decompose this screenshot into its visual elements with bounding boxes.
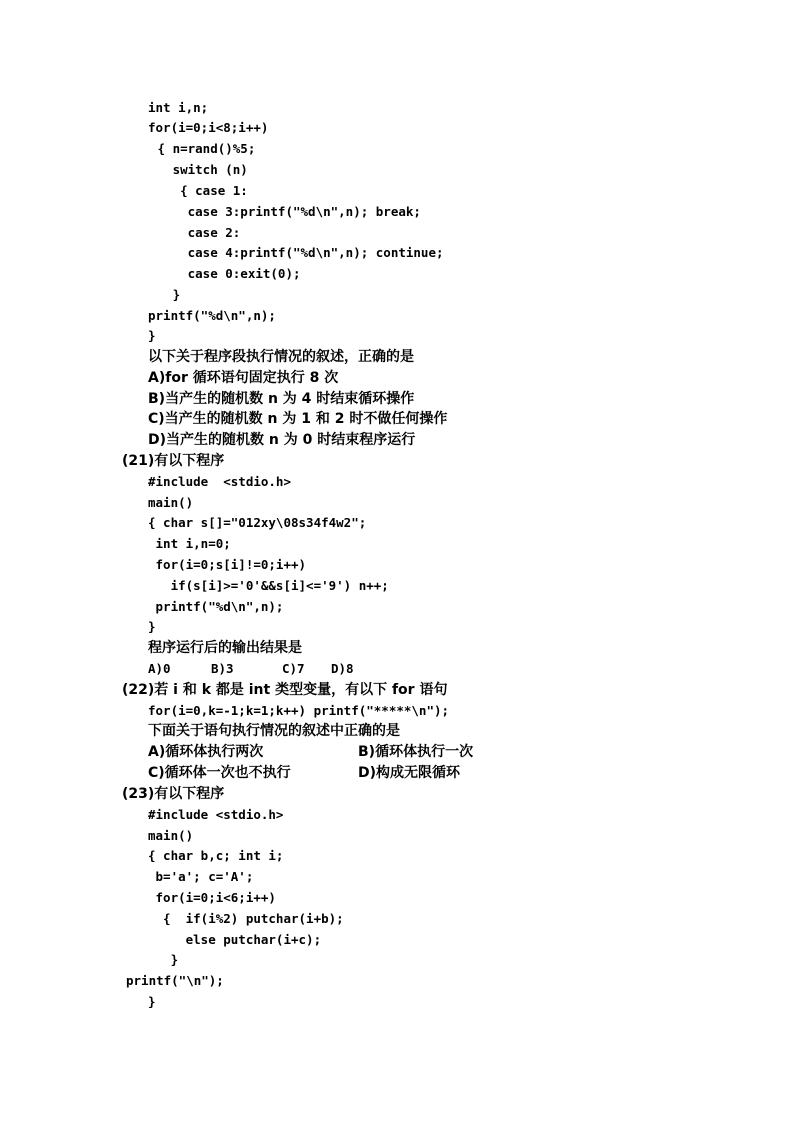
code-line: else putchar(i+c);: [148, 932, 322, 947]
code-line: switch (n): [150, 162, 248, 177]
question-prompt: 以下关于程序段执行情况的叙述，正确的是: [148, 349, 414, 365]
answer-option: C)当产生的随机数 n 为 1 和 2 时不做任何操作: [148, 411, 448, 427]
code-line: { char b,c; int i;: [148, 848, 284, 863]
answer-option: D)8: [331, 661, 354, 676]
answer-option: D)构成无限循环: [358, 765, 461, 781]
question-heading: (23)有以下程序: [122, 786, 225, 802]
answer-option: A)0: [148, 661, 171, 676]
answer-option: B)当产生的随机数 n 为 4 时结束循环操作: [148, 391, 415, 407]
question-prompt: 程序运行后的输出结果是: [148, 640, 302, 656]
code-line: int i,n;: [148, 100, 209, 115]
code-line: #include <stdio.h>: [148, 807, 284, 822]
code-line: if(s[i]>='0'&&s[i]<='9') n++;: [148, 578, 389, 593]
code-line: for(i=0;i<6;i++): [148, 890, 276, 905]
code-line: case 0:exit(0);: [150, 266, 301, 281]
answer-option: C)7: [282, 661, 305, 676]
code-line: printf("\n");: [126, 973, 224, 988]
code-line: case 2:: [150, 225, 241, 240]
code-line: printf("%d\n",n);: [148, 599, 284, 614]
code-line: for(i=0;s[i]!=0;i++): [148, 557, 307, 572]
answer-option: A)for 循环语句固定执行 8 次: [148, 370, 339, 386]
code-line: { case 1:: [150, 183, 248, 198]
code-line: for(i=0;i<8;i++): [148, 120, 269, 135]
code-line: #include <stdio.h>: [148, 474, 291, 489]
code-line: case 3:printf("%d\n",n); break;: [150, 204, 421, 219]
code-line: }: [150, 287, 181, 302]
question-prompt: 下面关于语句执行情况的叙述中正确的是: [148, 723, 400, 739]
question-heading: (22)若 i 和 k 都是 int 类型变量，有以下 for 语句: [122, 682, 448, 698]
code-line: }: [148, 619, 156, 634]
answer-option: C)循环体一次也不执行: [148, 765, 291, 781]
code-line: for(i=0,k=-1;k=1;k++) printf("*****\n");: [148, 703, 450, 718]
code-line: printf("%d\n",n);: [148, 308, 276, 323]
code-line: { n=rand()%5;: [150, 141, 256, 156]
answer-option: B)循环体执行一次: [358, 744, 474, 760]
answer-option: A)循环体执行两次: [148, 744, 264, 760]
code-line: main(): [148, 828, 194, 843]
answer-option: D)当产生的随机数 n 为 0 时结束程序运行: [148, 432, 416, 448]
code-line: { char s[]="012xy\08s34f4w2";: [148, 515, 367, 530]
question-heading: (21)有以下程序: [122, 453, 225, 469]
code-line: }: [148, 994, 156, 1009]
code-line: main(): [148, 495, 194, 510]
code-line: b='a'; c='A';: [148, 869, 254, 884]
answer-option: B)3: [211, 661, 234, 676]
code-line: }: [148, 952, 179, 967]
code-line: { if(i%2) putchar(i+b);: [148, 911, 344, 926]
code-line: }: [148, 328, 156, 343]
code-line: case 4:printf("%d\n",n); continue;: [150, 245, 444, 260]
code-line: int i,n=0;: [148, 536, 231, 551]
